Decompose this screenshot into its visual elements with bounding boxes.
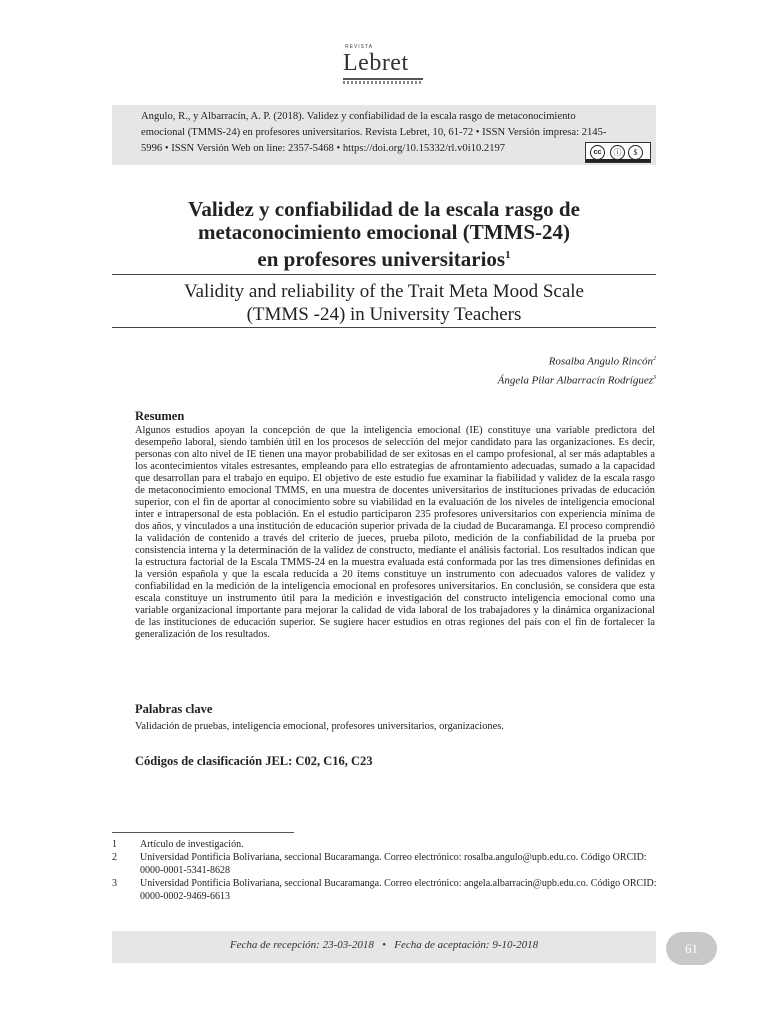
logo-wordmark: Lebret	[343, 50, 409, 76]
title-footnote-mark: 1	[505, 249, 511, 261]
footer-dates-bar	[112, 931, 656, 963]
noncommercial-icon: $	[628, 145, 643, 160]
logo-small-text: REVISTA	[345, 44, 374, 50]
abstract-text: Algunos estudios apoyan la concepción de que la inteligencia emocional (IE) constituye una variable predictora del desempeño laboral, siendo también útil en los procesos de selección del mejor candidato para las organizaciones. Es decir, personas con alto nivel de IE tienen una mayor probabilidad de ser exitosas en el campo profesional, al ser más adaptables a los acontecimientos vitales estresantes, empleando para ello estrategias de afrontamiento adecuadas, sumado a la capacidad que desarrollan para el trabajo en equipo. El objetivo de este estudio fue examinar la fiabilidad y validez de la escala rasgo de metaconocimiento emocional TMMS, en una muestra de docentes universitarios de instituciones privadas de educación superior, con el fin de aportar al conocimiento sobre su viabilidad en la evaluación de los niveles de inteligencia emocional inter e intrapersonal de esta población. En el estudio participaron 235 profesores universitarios con experiencia mínima de dos años, y vinculados a una institución de educación superior privada de la ciudad de Bucaramanga. El proceso comprendió la validación de contenido a través del criterio de jueces, prueba piloto, medición de la confiabilidad de la prueba por consistencia interna y la determinación de la validez de constructo, mediante el análisis factorial. Los resultados indican que la estructura factorial de la Escala TMMS-24 en la muestra evaluada está conformada por las tres dimensiones definidas en la versión española y que la escala reducida a 20 ítems constituye un instrumento con adecuados valores de validez y confiabilidad en la medición de la inteligencia emocional en profesores universitarios. En conclusión, se considera que esta escala constituye un instrumento útil para la medición e investigación del constructo inteligencia emocional como una variable organizacional importante para mejorar la calidad de vida laboral de los trabajadores y la dinámica organizacional de las instituciones de educación superior. Se sugiere hacer estudios en otras regiones del país con el fin de fortalecer la generalización de los resultados.	[135, 425, 655, 640]
title-es-line2: metaconocimiento emocional (TMMS-24)	[197, 220, 571, 244]
title-divider-top	[112, 274, 656, 275]
jel-codes: Códigos de clasificación JEL: C02, C16, C23	[135, 754, 373, 768]
title-divider-bottom	[112, 327, 656, 328]
keywords-text: Validación de pruebas, inteligencia emocional, profesores universitarios, organizaciones.	[135, 721, 504, 732]
title-en-line1: Validity and reliability of the Trait Meta Mood Scale	[184, 281, 584, 302]
title-english	[112, 280, 656, 326]
logo-dots	[343, 81, 423, 84]
author-list	[380, 351, 656, 388]
citation-text: Angulo, R., y Albarracín, A. P. (2018). Validez y confiabilidad de la escala rasgo de metaconocimiento emocional (TMMS-24) en profesores universitarios. Revista Lebret, 10, 61-72 • ISSN Versión impresa: 2145-5996 • ISSN Versión Web on line: 2357-5468 • https://doi.org/10.15332/rl.v0i10.2197	[141, 111, 607, 154]
footer-dates: Fecha de recepción: 23-03-2018 • Fecha de aceptación: 9-10-2018	[229, 939, 539, 951]
title-en-line2: (TMMS -24) in University Teachers	[246, 304, 522, 325]
footnote-rule	[112, 832, 294, 833]
author-2: Ángela Pilar Albarracín Rodríguez$^3$	[497, 374, 656, 387]
attribution-icon: ⓘ	[610, 145, 625, 160]
page-number: 61	[666, 932, 717, 965]
abstract-heading: Resumen	[135, 409, 185, 423]
title-es-line3: en profesores universitarios$^1$	[257, 247, 511, 271]
cc-logo-icon: cc	[590, 145, 605, 160]
cc-license-icon[interactable]	[585, 142, 651, 163]
journal-logo	[343, 44, 425, 84]
author-1: Rosalba Angulo Rincón$^2$	[548, 355, 656, 368]
logo-rule	[343, 78, 423, 80]
title-spanish	[112, 198, 656, 271]
license-bar	[586, 159, 650, 162]
title-es-line1: Validez y confiabilidad de la escala rasgo de	[188, 197, 580, 221]
citation-box	[112, 105, 656, 165]
keywords-heading: Palabras clave	[135, 702, 213, 716]
